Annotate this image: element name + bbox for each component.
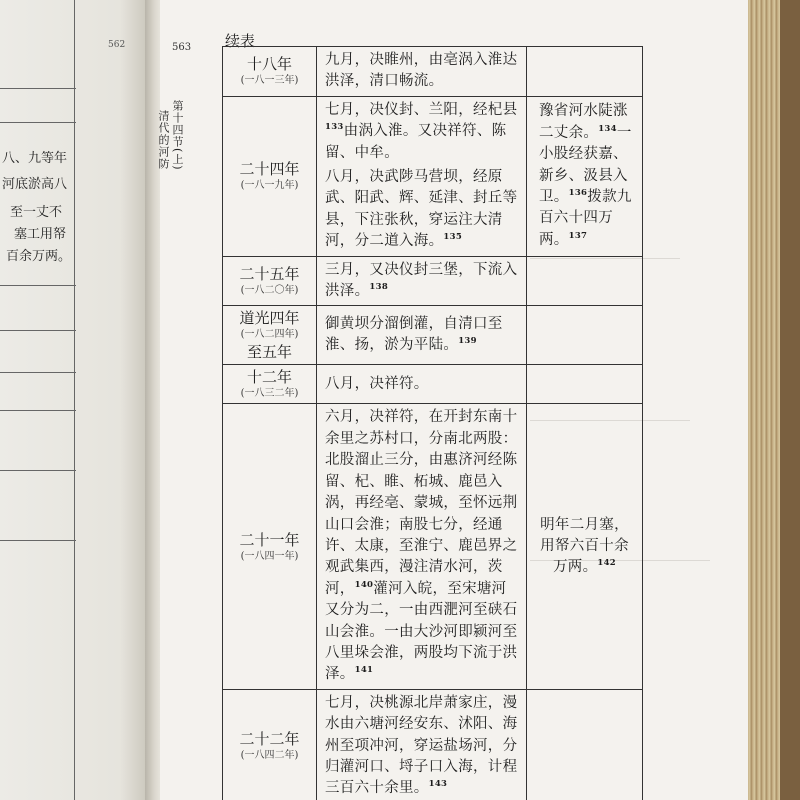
running-header [157,100,184,171]
remark-cell [527,47,643,97]
left-table-rule [0,410,76,411]
event-paragraph [325,374,520,395]
page-block-edge [748,0,784,800]
event-cell [317,47,527,97]
gregorian-year: (一八二四年) [240,329,299,341]
remark-text: 明年二月塞，用帑六百十余万两。 [540,516,629,576]
remark-text: 豫省河水陡涨二丈余。 [539,103,628,141]
reign-year: 十八年 [246,55,292,74]
footnote-marker: 135 [443,232,463,243]
footnote-marker: 137 [568,230,588,241]
remark-text: 拨款九百六十四万两。 [539,188,632,248]
left-table-rule [0,285,76,286]
event-paragraph [325,260,520,303]
event-text: 三月，又决仪封三堡，下流入洪泽。 [325,261,518,300]
event-cell [317,689,527,800]
gregorian-year: (一八四二年) [240,750,299,762]
reign-year: 二十五年 [239,265,300,284]
event-text: 九月，决睢州，由亳涡入淮达洪泽，清口畅流。 [325,52,518,90]
footnote-marker: 136 [568,188,588,199]
gregorian-year: (一八一三年) [240,75,299,87]
year-cell [223,365,317,404]
event-text: 御黄坝分溜倒灌，自清口至淮、扬，淤为平陆。 [325,316,503,354]
left-table-rule [74,0,75,800]
left-page-line: 河底淤高八 [2,177,68,192]
event-cell [317,306,527,365]
gregorian-year: (一八二〇年) [240,285,299,297]
remark-cell [527,689,643,800]
gregorian-year: (一八一九年) [240,180,299,192]
event-paragraph [325,693,520,800]
left-page [0,0,150,800]
left-table-rule [0,372,76,373]
year-cell [223,404,317,689]
event-paragraph [325,407,520,685]
reign-year: 道光四年 [239,309,300,328]
reign-year: 二十一年 [239,530,300,549]
reign-year: 二十四年 [239,160,300,179]
remark-cell [527,256,643,306]
page-number: 563 [172,42,192,53]
event-paragraph [325,167,520,253]
table-row [223,365,643,404]
event-paragraph [325,100,520,164]
year-cell [223,689,317,800]
event-cell [317,365,527,404]
left-page-line: 塞工用帑 [14,227,67,242]
event-paragraph [325,50,520,93]
reign-year: 十二年 [246,368,292,387]
table-row [223,96,643,256]
reign-year: 二十二年 [239,730,300,749]
event-cell [317,96,527,256]
footnote-marker: 134 [598,123,617,134]
event-text: 八月，决武陟马营坝，经原武、阳武、辉、延津、封丘等县，下注张秋，穿运注大清河，分二道入海。 [325,169,518,250]
gregorian-year: (一八四一年) [240,550,299,562]
remark-cell [527,404,643,689]
left-page-number: 562 [108,40,126,50]
footnote-marker: 141 [354,665,374,676]
left-table-rule [0,122,76,123]
section-subtitle: 清代的河防 [157,110,170,170]
left-page-line: 八、九等年 [2,151,68,166]
table-row [223,47,643,97]
year-cell [223,47,317,97]
footnote-marker: 142 [597,558,617,569]
footnote-marker: 143 [428,779,448,790]
year-cell [223,96,317,256]
left-table-rule [0,470,76,471]
footnote-marker: 139 [458,336,477,347]
event-text: 七月，决桃源北岸萧家庄，漫水由六塘河经安东、沭阳、海州至项冲河，穿运盐场河，分归灌河口、埒子口入海，计程三百六十余里。 [325,694,518,797]
section-label: 第十四节(上) [171,100,184,171]
event-text: 八月，决祥符。 [325,375,429,392]
footnote-marker: 133 [325,122,344,133]
event-cell [317,404,527,689]
event-text: 灌河入皖，至宋塘河又分为二，一由西淝河至硖石山会淮。一由大沙河即颍河至八里垛会淮，两股均下流于洪泽。 [325,580,518,683]
remark-cell [527,96,643,256]
left-table-rule [0,540,76,541]
gregorian-year: (一八三二年) [240,388,299,400]
event-paragraph [325,314,520,357]
event-text: 六月，决祥符，在开封东南十余里之苏村口，分南北两股：北股溜止三分，由惠济河经陈留、杞、睢、柘城、鹿邑入涡，再经亳、蒙城，至怀远荆山口会淮；南股七分，经通许、太康，至淮宁、鹿邑界之观武集西，漫注清水河，茨河， [325,409,518,597]
flood-history-table [222,46,643,800]
table-row [223,256,643,306]
footnote-marker: 138 [369,282,389,293]
year-cell [223,306,317,365]
table-row [223,306,643,365]
year-cell [223,256,317,306]
left-table-rule [0,88,76,89]
event-cell [317,256,527,306]
left-page-line: 至一丈不 [10,205,63,220]
table-row [223,404,643,689]
remark-cell [527,306,643,365]
event-text: 由涡入淮。又决祥符、陈留、中牟。 [325,123,507,161]
book-cover-edge [780,0,800,800]
event-text: 七月，决仪封、兰阳，经杞县 [325,101,518,118]
continued-table-label: 续表 [225,32,256,50]
table-row [223,689,643,800]
left-page-line: 百余万两。 [6,249,72,264]
left-table-rule [0,330,76,331]
footnote-marker: 140 [354,579,374,590]
reign-year-to: 至五年 [246,343,292,362]
remark-cell [527,365,643,404]
remark-text: 一小股经获嘉、新乡、汲县入卫。 [539,124,632,205]
